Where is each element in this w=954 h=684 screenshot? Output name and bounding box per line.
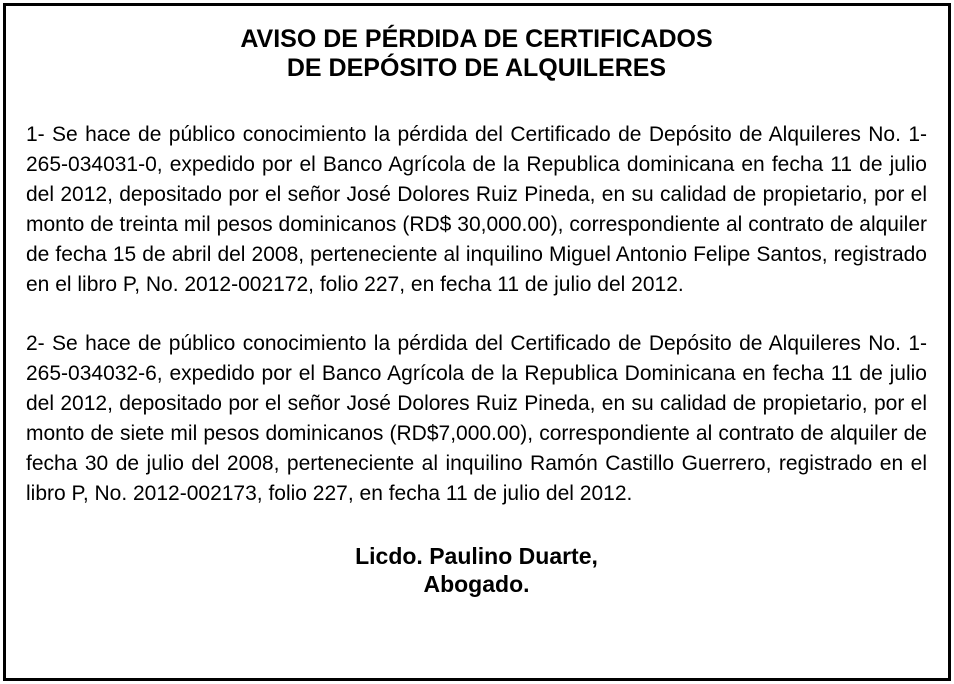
notice-title: [26, 25, 927, 83]
notice-paragraph-2: 2- Se hace de público conocimiento la pérdida del Certificado de Depósito de Alquileres No. 1-265-034032-6, expedido por el Banco Agrícola de la Republica Dominicana en fecha 11 de julio del 2012, depositado por el señor José Dolores Ruiz Pineda, en su calidad de propietario, por el monto de siete mil pesos dominicanos (RD$7,000.00), correspondiente al contrato de alquiler de fecha 30 de julio del 2008, perteneciente al inquilino Ramón Castillo Guerrero, registrado en el libro P, No. 2012-002173, folio 227, en fecha 11 de julio del 2012.: [26, 332, 927, 505]
signature-name: Licdo. Paulino Duarte,: [355, 543, 598, 569]
notice-paragraph-1: 1- Se hace de público conocimiento la pérdida del Certificado de Depósito de Alquileres No. 1-265-034031-0, expedido por el Banco Agrícola de la Republica dominicana en fecha 11 de julio del 2012, depositado por el señor José Dolores Ruiz Pineda, en su calidad de propietario, por el monto de treinta mil pesos dominicanos (RD$ 30,000.00), correspondiente al contrato de alquiler de fecha 15 de abril del 2008, perteneciente al inquilino Miguel Antonio Felipe Santos, registrado en el libro P, No. 2012-002172, folio 227, en fecha 11 de julio del 2012.: [26, 123, 927, 296]
notice-title-line1: AVISO DE PÉRDIDA DE CERTIFICADOS: [240, 25, 713, 53]
notice-content: [26, 25, 927, 598]
notice-frame: [3, 3, 951, 681]
signature-title: Abogado.: [423, 571, 530, 597]
signature-block: [26, 542, 927, 598]
notice-title-line2: DE DEPÓSITO DE ALQUILERES: [286, 54, 667, 82]
